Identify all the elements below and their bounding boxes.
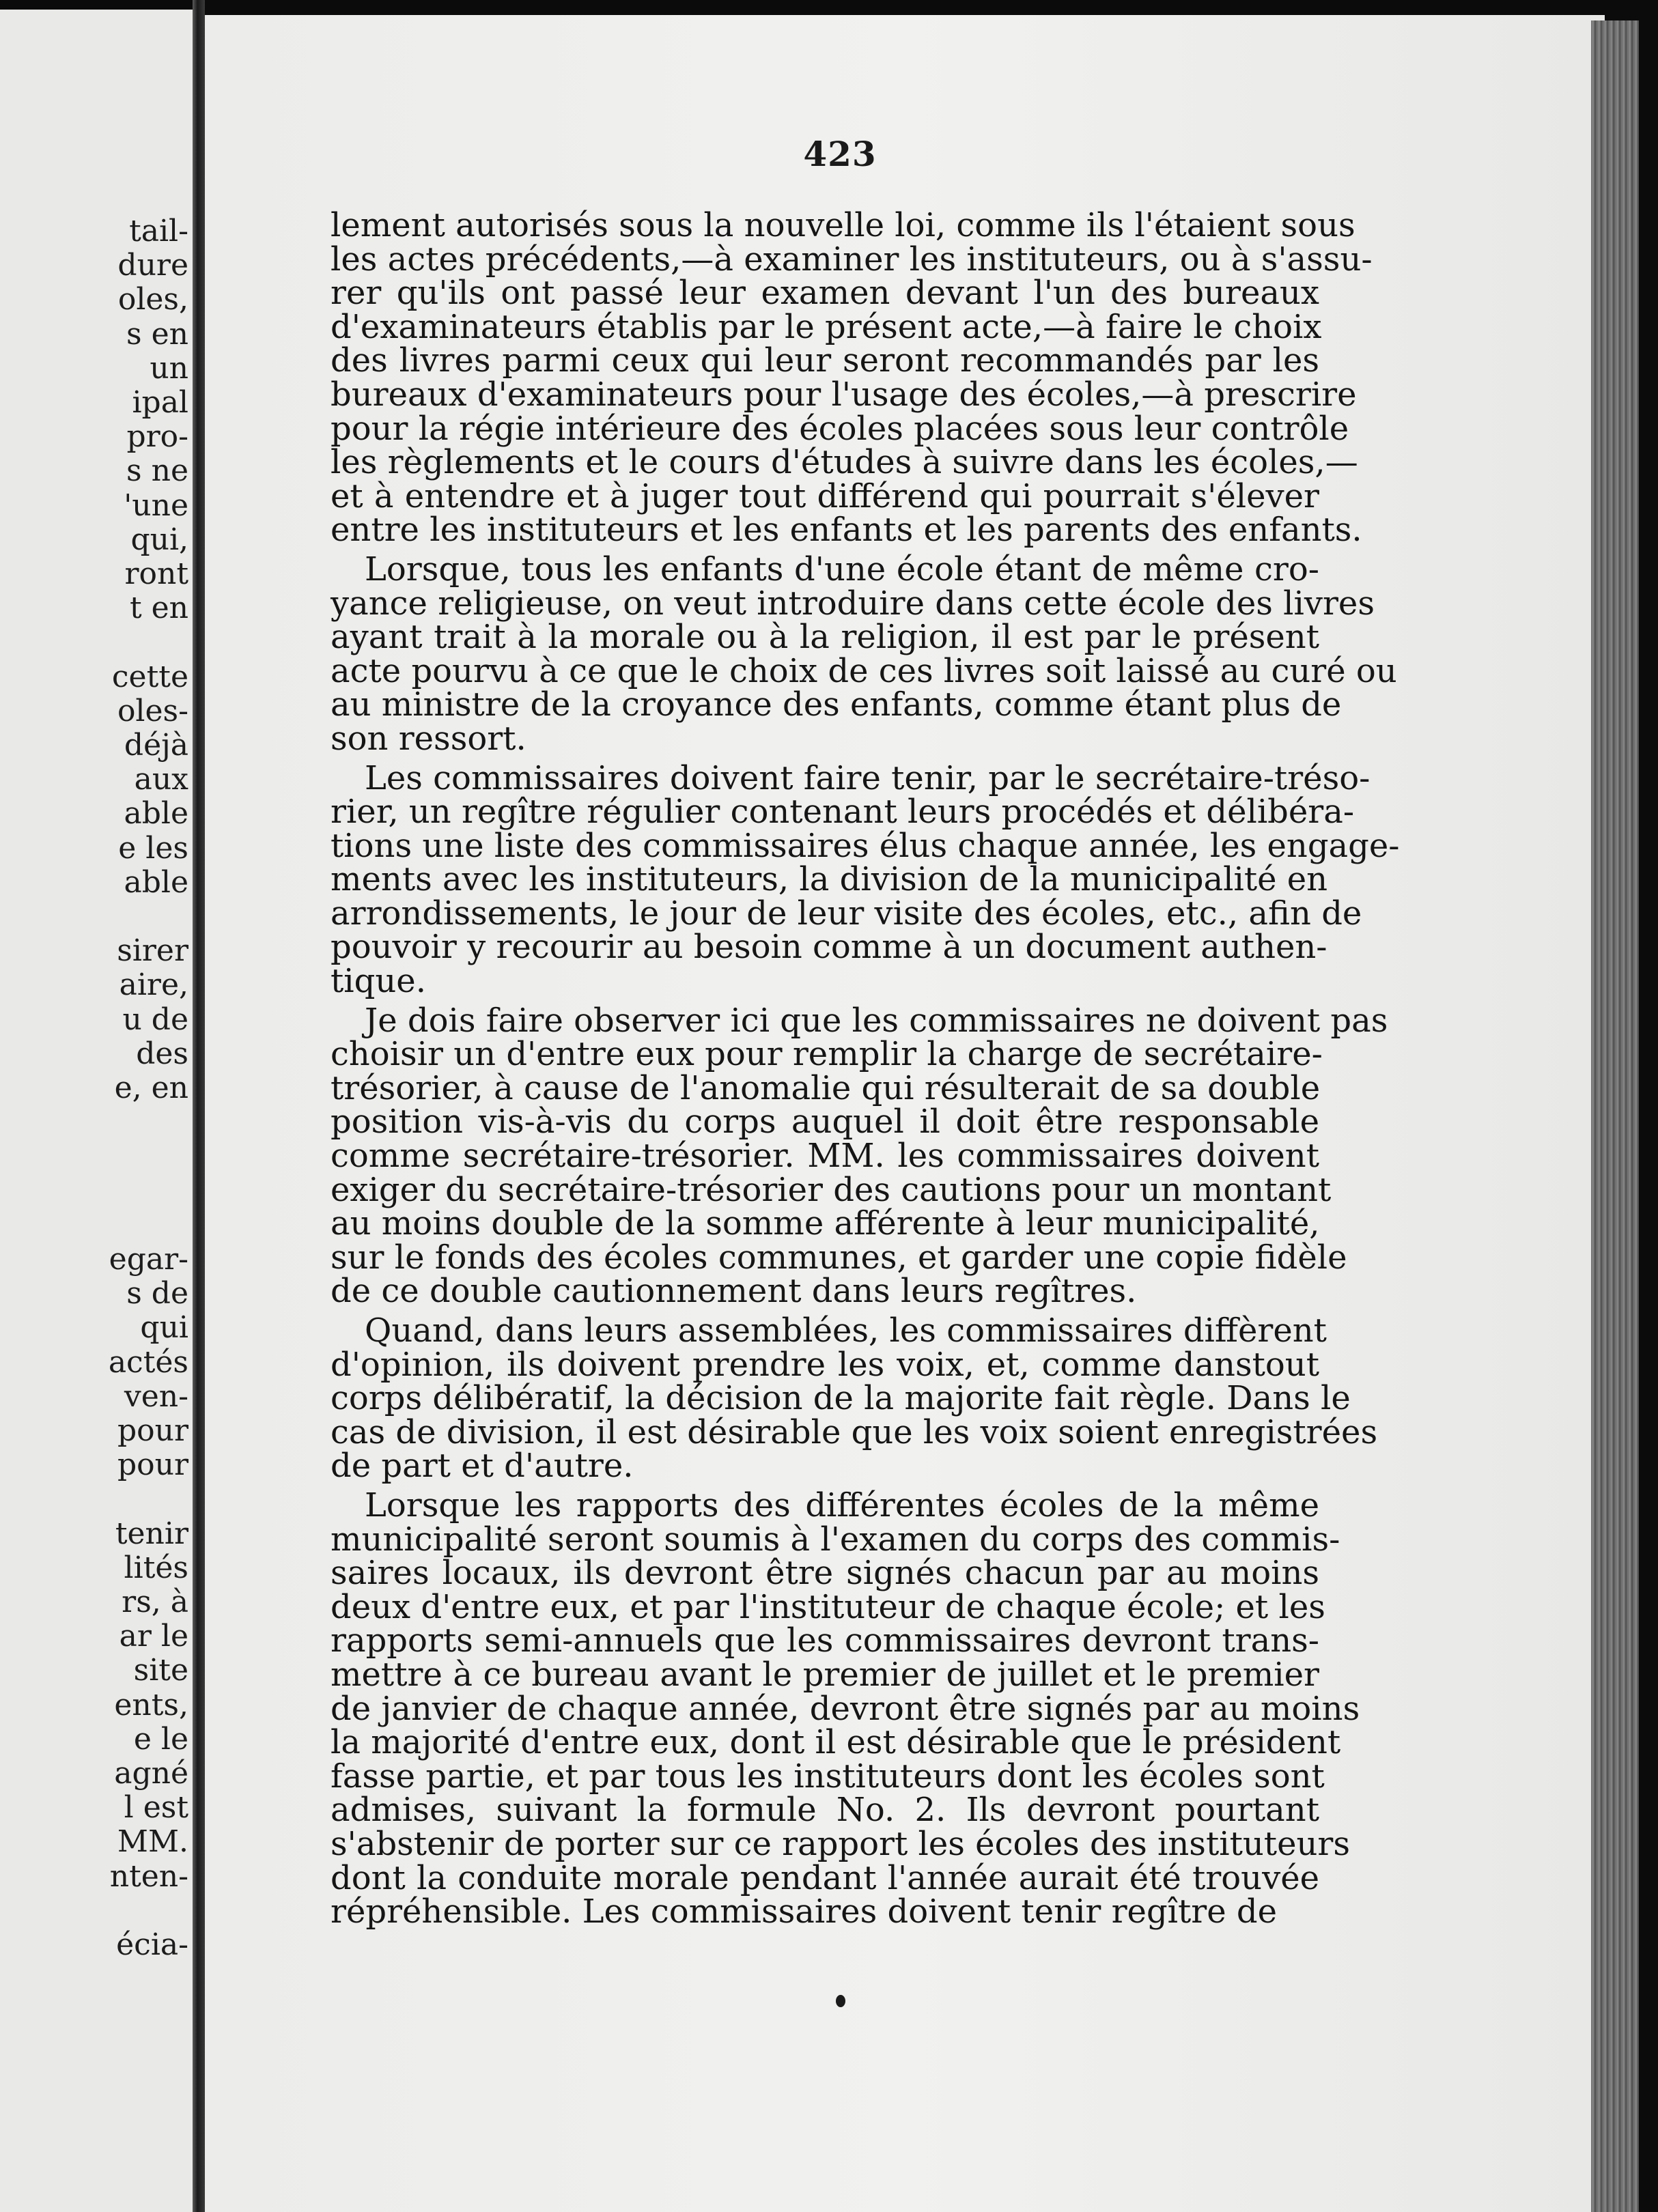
text-line: dont la conduite morale pendant l'année aurait été trouvée [331,1858,1319,1897]
left-page-line: l est [124,1790,188,1826]
text-line: trésorier, à cause de l'anomalie qui résulterait de sa double [331,1068,1321,1107]
left-page-line: agné [114,1756,188,1791]
left-page-line: nten- [109,1858,188,1894]
text-line: pour la régie intérieure des écoles placées sous leur contrôle [331,409,1349,448]
left-page-line: ven- [124,1378,188,1414]
left-page-line: ar le [119,1619,188,1654]
left-page-line: e le [133,1721,188,1757]
left-page-line: ents, [114,1687,188,1722]
text-line: de janvier de chaque année, devront être signés par au moins [331,1689,1360,1728]
left-page-line: déjà [124,728,188,763]
text-line: tions une liste des commissaires élus chaque année, les engage- [331,826,1400,865]
text-line: les actes précédents,—à examiner les instituteurs, ou à s'assu- [331,240,1373,279]
text-line: d'opinion, ils doivent prendre les voix, et, comme danstout [331,1345,1319,1384]
body-text [331,206,1400,1931]
text-line: Les commissaires doivent faire tenir, par le secrétaire-tréso- [365,758,1371,797]
text-line: admises, suivant la formule No. 2. Ils devront pourtant [331,1791,1319,1830]
text-line: d'examinateurs établis par le présent acte,—à faire le choix [331,307,1322,346]
left-page-line: pro- [126,419,188,455]
left-page-line: un [150,350,188,386]
text-line: acte pourvu à ce que le choix de ces livres soit laissé au curé ou [331,651,1397,690]
text-line: les règlements et le cours d'études à suivre dans les écoles,— [331,443,1358,482]
text-line: rer qu'ils ont passé leur examen devant l'un des bureaux [331,274,1319,313]
book-gutter [193,0,205,2212]
text-line: lement autorisés sous la nouvelle loi, comme ils l'étaient sous [331,206,1355,244]
text-line: tique. [331,962,426,1001]
text-line: corps délibératif, la décision de la majorite fait règle. Dans le [331,1379,1351,1418]
text-line: Lorsque, tous les enfants d'une école étant de même cro- [365,550,1319,589]
paragraph [331,758,1400,1001]
left-page-line: e les [118,830,188,866]
text-line: bureaux d'examinateurs pour l'usage des écoles,—à prescrire [331,375,1357,414]
text-line: rier, un regître régulier contenant leurs procédés et délibéra- [331,793,1355,832]
left-page-line: oles- [117,693,188,728]
left-page-line: s ne [126,453,188,489]
text-line: entre les instituteurs et les enfants et les parents des enfants. [331,511,1362,550]
left-page-line: sirer [117,933,188,969]
text-line: saires locaux, ils devront être signés chacun par au moins [331,1554,1319,1593]
text-line: deux d'entre eux, et par l'instituteur de chaque école; et les [331,1587,1325,1626]
text-line: municipalité seront soumis à l'examen du corps des commis- [331,1520,1340,1559]
text-line: de part et d'autre. [331,1447,634,1486]
paragraph [331,206,1373,550]
printer-ornament [836,1995,845,2007]
text-line: sur le fonds des écoles communes, et garder une copie fidèle [331,1238,1347,1277]
text-line: Quand, dans leurs assemblées, les commissaires diffèrent [365,1311,1327,1350]
left-page-fragment [0,10,193,2212]
left-page-line: t en [129,591,188,626]
left-page-line: ipal [132,385,188,420]
left-page-line: oles, [117,282,188,317]
paragraph [331,1486,1360,1931]
left-page-line: pour [117,1413,188,1448]
paragraph [331,1311,1378,1486]
left-page-line: egar- [109,1242,188,1277]
text-line: fasse partie, et par tous les instituteurs dont les écoles sont [331,1757,1325,1796]
text-line: la majorité d'entre eux, dont il est désirable que le président [331,1723,1341,1762]
left-page-line: e, en [114,1070,188,1105]
left-page-line: 'une [124,487,188,523]
left-page-line: écia- [116,1927,188,1962]
text-line: des livres parmi ceux qui leur seront recommandés par les [331,341,1319,380]
paragraph [331,550,1397,758]
left-page-line: rs, à [122,1585,188,1619]
left-page-line: dure [117,248,188,283]
text-line: arrondissements, le jour de leur visite des écoles, etc., afin de [331,894,1362,933]
left-page-line: u de [122,1002,188,1037]
text-line: comme secrétaire-trésorier. MM. les commissaires doivent [331,1137,1319,1176]
page-number: 423 [803,134,877,174]
text-line: ayant trait à la morale ou à la religion, il est par le présent [331,618,1319,657]
left-page-line: actés [108,1344,188,1380]
text-line: pouvoir y recourir au besoin comme à un document authen- [331,928,1327,967]
left-page-line: aire, [119,967,188,1003]
text-line: au moins double de la somme afférente à leur municipalité, [331,1204,1320,1243]
text-line: mettre à ce bureau avant le premier de juillet et le premier [331,1655,1319,1694]
left-page-line: aux [134,762,188,797]
text-line: ments avec les instituteurs, la division de la municipalité en [331,860,1328,899]
left-page-line: s de [126,1276,188,1311]
text-line: de ce double cautionnement dans leurs regîtres. [331,1272,1137,1311]
text-line: cas de division, il est désirable que les voix soient enregistrées [331,1413,1378,1451]
text-line: rapports semi-annuels que les commissaires devront trans- [331,1621,1319,1660]
text-line: choisir un d'entre eux pour remplir la charge de secrétaire- [331,1035,1323,1074]
left-page-line: MM. [117,1824,188,1860]
text-line: son ressort. [331,719,526,758]
text-line: au ministre de la croyance des enfants, comme étant plus de [331,685,1342,724]
left-page-line: able [124,796,188,832]
paragraph [331,1001,1388,1311]
left-page-line: qui [140,1310,188,1346]
text-line: exiger du secrétaire-trésorier des cautions pour un montant [331,1170,1332,1209]
text-line: et à entendre et à juger tout différend qui pourrait s'élever [331,477,1319,515]
left-page-line: able [124,864,188,900]
text-line: yance religieuse, on veut introduire dans cette école des livres [331,584,1375,623]
left-page-line: qui, [130,522,188,557]
text-line: répréhensible. Les commissaires doivent tenir regître de [331,1892,1278,1931]
left-page-line: tail- [129,214,188,249]
page-edges [1591,20,1639,2212]
left-page-line: des [136,1036,188,1071]
text-line: Je dois faire observer ici que les commissaires ne doivent pas [365,1001,1388,1040]
left-page-line: pour [117,1447,188,1483]
left-page-line: lités [124,1550,188,1585]
left-page-line: tenir [115,1516,188,1551]
text-line: position vis-à-vis du corps auquel il doit être responsable [331,1103,1319,1142]
left-page-line: ront [124,556,188,591]
left-page-line: site [133,1653,188,1688]
left-page-line: s en [126,316,188,352]
text-line: Lorsque les rapports des différentes écoles de la même [365,1486,1319,1525]
text-line: s'abstenir de porter sur ce rapport les écoles des instituteurs [331,1824,1350,1863]
left-page-line: cette [111,659,188,694]
